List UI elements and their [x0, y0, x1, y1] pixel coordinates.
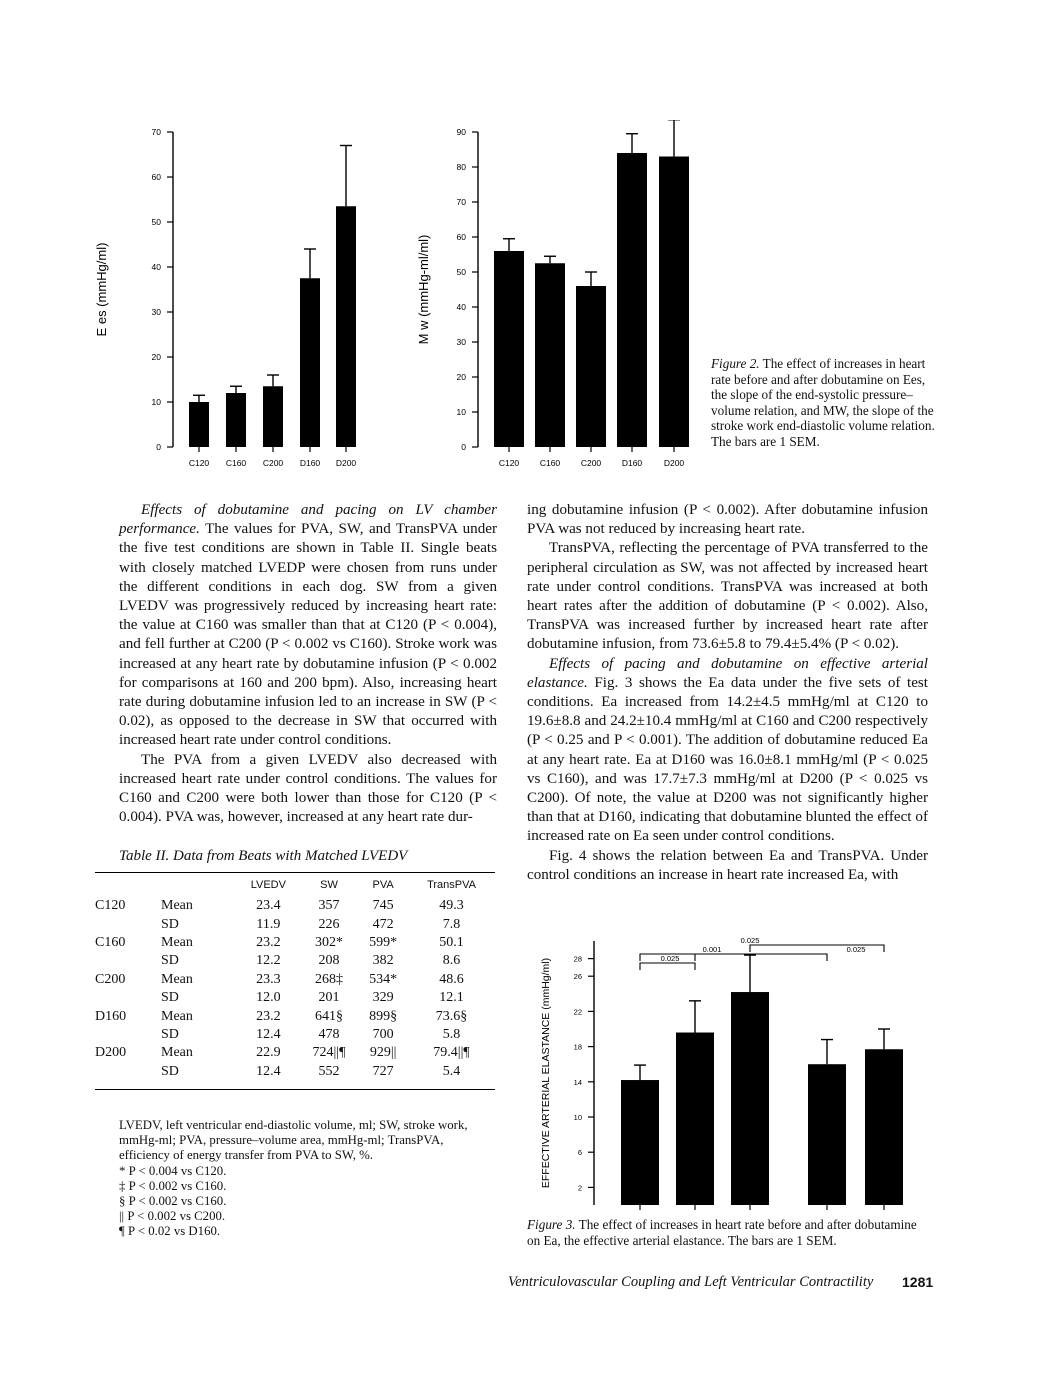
table-cell: D160 [95, 1008, 127, 1024]
table-note: || P < 0.002 vs C200. [119, 1209, 226, 1224]
y-tick-label: 50 [456, 267, 466, 277]
figure2-caption [711, 356, 939, 450]
table-note: ‡ P < 0.002 vs C160. [119, 1178, 227, 1193]
table-cell: 23.2 [256, 934, 281, 950]
table-row [95, 952, 495, 970]
table-note: ¶ P < 0.02 vs D160. [119, 1224, 221, 1239]
paragraph-pva: The PVA from a given LVEDV also decreased with increased heart rate under control conditions. The values for C160 and C200 were both lower than those for C120 (P < 0.004). PVA was, however, increased at any heart rate dur- [119, 751, 497, 826]
table-ii-title: Table II. Data from Beats with Matched LVEDV [119, 848, 408, 864]
table-cell: 382 [372, 953, 394, 969]
bar [617, 153, 647, 447]
table-cell: 12.2 [256, 953, 281, 969]
paragraph-arterial-elastance [527, 655, 928, 847]
table-cell: 357 [318, 898, 340, 914]
table-row [95, 1026, 495, 1044]
table-cell: SD [161, 990, 179, 1006]
table-note: LVEDV, left ventricular end-diastolic volume, ml; SW, stroke work, mmHg-ml; PVA, pressure–volume area, mmHg-ml; TransPVA, efficiency of energy transfer from PVA to SW, %. [119, 1118, 468, 1163]
x-tick-label: D160 [818, 1194, 836, 1203]
table-cell: 23.4 [256, 898, 281, 914]
table-row [95, 1063, 495, 1081]
table-cell: 5.4 [442, 1063, 461, 1079]
y-tick-label: 90 [456, 127, 466, 137]
bar [731, 992, 769, 1205]
table-cell: 724||¶ [312, 1045, 346, 1061]
y-tick-label: 30 [456, 337, 466, 347]
paragraph-text: Fig. 3 shows the Ea data under the five sets of test conditions. Ea increased from 14.2±4.5 mmHg/ml at C120 to 19.6±8.8 and 24.2±10.4 mmHg/ml at C160 and C200 respectively (P < 0.25 and P < 0.001). The addition of dobutamine reduced Ea at any heart rate. Ea at D160 was 16.0±8.1 mmHg/ml (P < 0.025 vs C160), and was 17.7±7.3 mmHg/ml at D200 (P < 0.025 vs C200). Of note, the value at D200 was not significantly higher than that at D160, indicating that dobutamine blunted the effect of increased rate on Ea seen under control conditions. [527, 674, 928, 845]
paragraph-lv-chamber [119, 501, 497, 751]
table-row [95, 915, 495, 933]
table-cell: 12.4 [256, 1026, 281, 1042]
table-cell: D200 [95, 1045, 127, 1061]
significance-label: 0.025 [846, 945, 866, 954]
bar [535, 263, 565, 447]
table-row [95, 897, 495, 915]
y-tick-label: 40 [151, 262, 161, 272]
table-ii [95, 872, 495, 1090]
table-cell: 5.8 [442, 1026, 461, 1042]
table-row [95, 989, 495, 1007]
bar [576, 286, 606, 447]
table-cell: 12.0 [256, 990, 281, 1006]
x-tick-label: C120 [631, 1194, 649, 1203]
table-cell: 268‡ [314, 971, 343, 987]
table-cell: Mean [161, 971, 193, 987]
y-tick-label: 0 [156, 442, 161, 452]
y-tick-label: 70 [151, 127, 161, 137]
table-cell [95, 989, 161, 1007]
left-column [119, 501, 497, 827]
y-axis-label: E es (mmHg/ml) [94, 242, 109, 337]
table-cell: 73.6§ [435, 1008, 468, 1024]
x-tick-label: D160 [621, 458, 643, 468]
x-tick-label: C120 [498, 458, 520, 468]
running-title: Ventriculovascular Coupling and Left Ventricular Contractility [508, 1274, 874, 1290]
bar [263, 386, 283, 447]
table-cell: Mean [161, 1045, 193, 1061]
table-note: * P < 0.004 vs C120. [119, 1163, 227, 1178]
table-cell: 899§ [369, 1008, 398, 1024]
bar [865, 1049, 903, 1205]
table-row [95, 934, 495, 952]
table-cell: 599* [369, 934, 398, 950]
y-tick-label: 10 [573, 1113, 582, 1122]
x-tick-label: D200 [335, 458, 357, 468]
y-tick-label: 28 [573, 954, 582, 964]
table-cell [95, 1026, 161, 1044]
table-cell: 22.9 [256, 1045, 281, 1061]
ea-bar-chart-svg [527, 928, 927, 1213]
y-tick-label: 26 [573, 972, 582, 982]
x-tick-label: D160 [299, 458, 321, 468]
table-cell: 700 [372, 1026, 394, 1042]
x-tick-label: D200 [663, 458, 685, 468]
paragraph-transpva: TransPVA, reflecting the percentage of PVA transferred to the peripheral circulation as SW, was not affected by increased heart rate under control conditions. TransPVA was increased at both heart rates after the addition of dobutamine (P < 0.002). Also, TransPVA was increased further by increased heart rate after dobutamine infusion, from 73.6±5.8 to 79.4±5.4% (P < 0.02). [527, 540, 928, 653]
paragraph-continued: ing dobutamine infusion (P < 0.002). After dobutamine infusion PVA was not reduced by increasing heart rate. [527, 502, 928, 538]
table-cell: Mean [161, 898, 193, 914]
table-cell: 12.4 [256, 1063, 281, 1079]
table-cell [95, 1063, 161, 1081]
col-header: SW [320, 879, 338, 891]
col-header: LVEDV [250, 879, 286, 891]
x-tick-label: C160 [686, 1194, 704, 1203]
table-cell: 208 [318, 953, 340, 969]
table-row [95, 971, 495, 989]
y-tick-label: 40 [456, 302, 466, 312]
y-tick-label: 30 [151, 307, 161, 317]
right-column [527, 501, 928, 885]
y-axis-label: EFFECTIVE ARTERIAL ELASTANCE (mmHg/ml) [540, 957, 552, 1189]
table-cell: SD [161, 1063, 179, 1079]
bar [659, 157, 689, 448]
table-cell: C120 [95, 898, 126, 914]
significance-label: 0.025 [740, 936, 760, 945]
page-number: 1281 [902, 1274, 934, 1290]
table-cell: Mean [161, 934, 193, 950]
mw-bar-chart-svg [410, 120, 710, 480]
table-cell: 23.2 [256, 1008, 281, 1024]
significance-label: 0.025 [660, 954, 680, 963]
col-header: TransPVA [427, 879, 476, 891]
y-tick-label: 10 [456, 407, 466, 417]
table-cell: C160 [95, 934, 126, 950]
x-tick-label: C200 [741, 1194, 759, 1203]
table-cell: 49.3 [439, 898, 464, 914]
table-cell: 7.8 [442, 916, 461, 932]
table-cell: 727 [372, 1063, 394, 1079]
table-cell: 11.9 [256, 916, 281, 932]
figure2-caption-label: Figure 2. [711, 356, 760, 371]
table-cell: 48.6 [439, 971, 464, 987]
table-cell [95, 915, 161, 933]
figure3-caption-text: The effect of increases in heart rate before and after dobutamine on Ea, the effective arterial elastance. The bars are 1 SEM. [527, 1217, 917, 1248]
table-cell: Mean [161, 1008, 193, 1024]
table-cell: 472 [372, 916, 394, 932]
bar [300, 278, 320, 447]
bar [336, 206, 356, 447]
significance-bracket [640, 963, 695, 970]
y-tick-label: 6 [577, 1148, 582, 1158]
bar [808, 1064, 846, 1205]
table-cell: 226 [318, 916, 340, 932]
figure3-ea-chart [527, 928, 927, 1213]
bar [226, 393, 246, 447]
y-tick-label: 10 [151, 397, 161, 407]
table-cell: 329 [372, 990, 394, 1006]
table-cell: 50.1 [439, 934, 464, 950]
y-tick-label: 18 [573, 1042, 582, 1052]
table-notes [119, 1118, 495, 1240]
significance-label: 0.001 [702, 945, 722, 954]
table-cell: 302* [314, 934, 343, 950]
figure2-caption-text: The effect of increases in heart rate before and after dobutamine on Ees, the slope of the end-systolic pressure–volume relation, and MW, the slope of the stroke work end-diastolic volume relation. The bars are 1 SEM. [711, 356, 935, 449]
paragraph-text: The values for PVA, SW, and TransPVA under the five test conditions are shown in Table II. Single beats with closely matched LVEDP were chosen from runs under the different conditions in each dog. SW from a given LVEDV was progressively reduced by increasing heart rate: the value at C160 was smaller than that at C120 (P < 0.004), and fell further at C200 (P < 0.002 vs C160). Stroke work was increased at any heart rate by dobutamine infusion (P < 0.002 for comparisons at 160 and 200 bpm). Also, increasing heart rate during dobutamine infusion led to an increase in SW (P < 0.02), as opposed to the decrease in SW that occurred with increased heart rate under control conditions. [119, 521, 497, 749]
y-tick-label: 60 [151, 172, 161, 182]
x-tick-label: C200 [580, 458, 602, 468]
table-cell: SD [161, 953, 179, 969]
y-tick-label: 50 [151, 217, 161, 227]
y-tick-label: 70 [456, 197, 466, 207]
table-ii-grid [95, 873, 495, 1081]
paragraph-fig4: Fig. 4 shows the relation between Ea and TransPVA. Under control conditions an increase in heart rate increased Ea, with [527, 847, 928, 883]
bar [676, 1033, 714, 1205]
figure3-caption-label: Figure 3. [527, 1217, 576, 1232]
section-heading-lv-chamber: Effects of dobutamine and pacing on LV chamber performance. [119, 502, 497, 538]
table-cell: 641§ [314, 1008, 343, 1024]
figure2-ees-chart [88, 120, 398, 480]
y-tick-label: 2 [577, 1183, 582, 1193]
ees-bar-chart-svg [88, 120, 398, 480]
y-tick-label: 20 [151, 352, 161, 362]
table-cell: 23.3 [256, 971, 281, 987]
table-cell: 8.6 [442, 953, 461, 969]
bar [189, 402, 209, 447]
y-tick-label: 0 [461, 442, 466, 452]
y-axis-label: M w (mmHg-ml/ml) [416, 234, 431, 345]
bar [494, 251, 524, 447]
table-cell: C200 [95, 971, 126, 987]
table-cell: 201 [318, 990, 340, 1006]
table-cell: 79.4||¶ [433, 1045, 470, 1061]
table-cell: SD [161, 916, 179, 932]
y-tick-label: 60 [456, 232, 466, 242]
table-row [95, 1044, 495, 1062]
y-tick-label: 80 [456, 162, 466, 172]
col-header: PVA [372, 879, 394, 891]
section-heading-arterial-elastance: Effects of pacing and dobutamine on effective arterial elastance. [527, 655, 928, 691]
figure3-caption [527, 1217, 927, 1248]
table-cell: 478 [318, 1026, 340, 1042]
table-row [95, 1007, 495, 1025]
table-cell: 534* [369, 971, 398, 987]
y-tick-label: 20 [456, 372, 466, 382]
significance-bracket [695, 954, 827, 961]
table-note: § P < 0.002 vs C160. [119, 1194, 227, 1209]
table-header-row [95, 873, 495, 897]
table-cell [95, 952, 161, 970]
y-tick-label: 22 [573, 1007, 582, 1017]
x-tick-label: C160 [225, 458, 247, 468]
bar [621, 1080, 659, 1205]
table-cell: 929|| [369, 1045, 397, 1061]
table-cell: SD [161, 1026, 179, 1042]
table-cell: 552 [318, 1063, 340, 1079]
x-tick-label: C160 [539, 458, 561, 468]
y-tick-label: 14 [573, 1077, 582, 1087]
table-cell: 745 [372, 898, 394, 914]
table-cell: 12.1 [439, 990, 464, 1006]
figure2-mw-chart [410, 120, 710, 480]
x-tick-label: D200 [875, 1194, 893, 1203]
x-tick-label: C120 [188, 458, 210, 468]
x-tick-label: C200 [262, 458, 284, 468]
